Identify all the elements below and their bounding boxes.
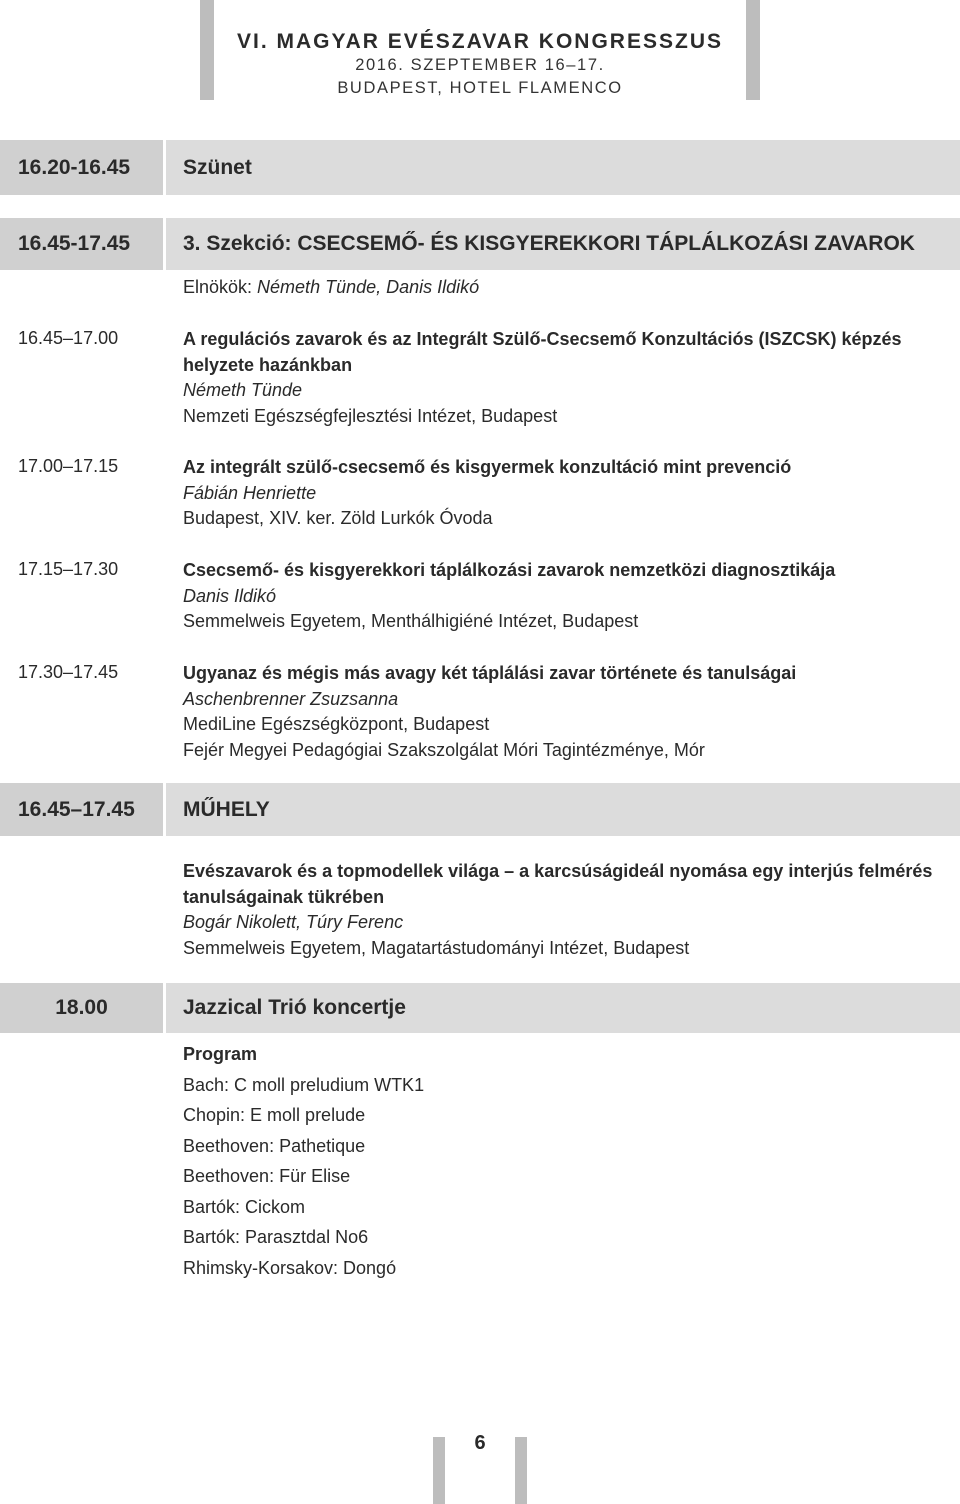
- break-time: 16.20-16.45: [18, 155, 131, 179]
- talk-time: 17.00–17.15: [18, 456, 119, 476]
- section-band: [0, 218, 960, 270]
- congress-location: BUDAPEST, HOTEL FLAMENCO: [337, 79, 623, 97]
- workshop-affiliation: Semmelweis Egyetem, Magatartástudományi Intézet, Budapest: [183, 937, 690, 958]
- program-item: Rhimsky-Korsakov: Dongó: [183, 1257, 397, 1278]
- congress-title: VI. MAGYAR EVÉSZAVAR KONGRESSZUS: [236, 30, 723, 53]
- talk-affiliation: Nemzeti Egészségfejlesztési Intézet, Budapest: [183, 405, 558, 426]
- talk-title: Ugyanaz és mégis más avagy két táplálási zavar története és tanulságai: [183, 663, 797, 683]
- workshop-title: Evészavarok és a topmodellek világa – a karcsúságideál nyomása egy interjús felmérés tanulságainak tükrében: [183, 861, 933, 907]
- concert-label: Jazzical Trió koncertje: [183, 996, 406, 1019]
- chairs-label: Elnökök:: [183, 277, 258, 297]
- talk-item: [183, 455, 953, 532]
- program-item: Beethoven: Für Elise: [183, 1166, 351, 1186]
- talk-item: [183, 558, 953, 635]
- header-bar-left: [200, 0, 214, 100]
- workshop-speaker: Bogár Nikolett, Túry Ferenc: [183, 912, 404, 932]
- workshop-item: [183, 859, 953, 961]
- talk-item: [183, 327, 953, 429]
- talk-affiliation: MediLine Egészségközpont, Budapest: [183, 714, 490, 734]
- talk-speaker: Fábián Henriette: [183, 482, 317, 503]
- congress-dates: 2016. SZEPTEMBER 16–17.: [355, 56, 605, 74]
- page-number: 6: [474, 1432, 486, 1454]
- header-bar-right: [746, 0, 760, 100]
- talk-time: 16.45–17.00: [18, 328, 119, 348]
- page-header: [214, 30, 746, 100]
- chairs-names: Németh Tünde, Danis Ildikó: [257, 277, 480, 297]
- talk-title: Az integrált szülő-csecsemő és kisgyermek konzultáció mint prevenció: [183, 457, 792, 477]
- program-item: Bartók: Cickom: [183, 1196, 306, 1217]
- talk-speaker: Németh Tünde: [183, 380, 303, 400]
- section-chairs: [183, 275, 953, 301]
- talk-speaker: Danis Ildikó: [183, 585, 277, 606]
- talk-time: 17.30–17.45: [18, 662, 119, 682]
- program-heading: Program: [183, 1044, 258, 1064]
- section-time: 16.45-17.45: [18, 232, 131, 255]
- program-item: Beethoven: Pathetique: [183, 1135, 366, 1156]
- concert-band: [0, 983, 960, 1033]
- workshop-time: 16.45–17.45: [18, 797, 135, 821]
- footer-bar-left: [433, 1437, 445, 1504]
- talk-speaker: Aschenbrenner Zsuzsanna: [183, 688, 399, 709]
- program-item: Bartók: Parasztdal No6: [183, 1227, 369, 1247]
- talk-affiliation-2: Fejér Megyei Pedagógiai Szakszolgálat Móri Tagintézménye, Mór: [183, 739, 705, 760]
- talk-title: Csecsemő- és kisgyerekkori táplálkozási zavarok nemzetközi diagnosztikája: [183, 560, 836, 580]
- program-item: Bach: C moll preludium WTK1: [183, 1074, 425, 1095]
- break-label: Szünet: [183, 155, 252, 179]
- talk-title: A regulációs zavarok és az Integrált Szülő-Csecsemő Konzultációs (ISZCSK) képzés helyzete hazánkban: [183, 329, 902, 375]
- talk-time: 17.15–17.30: [18, 559, 119, 579]
- workshop-band: [0, 783, 960, 836]
- talk-affiliation: Semmelweis Egyetem, Menthálhigiéné Intézet, Budapest: [183, 611, 639, 631]
- footer-bar-right: [515, 1437, 527, 1504]
- break-band: [0, 140, 960, 195]
- section-title: 3. Szekció: CSECSEMŐ- ÉS KISGYEREKKORI TÁPLÁLKOZÁSI ZAVAROK: [183, 232, 915, 255]
- talk-affiliation: Budapest, XIV. ker. Zöld Lurkók Óvoda: [183, 508, 493, 528]
- talk-item: [183, 661, 953, 763]
- workshop-label: MŰHELY: [183, 797, 270, 821]
- program-item: Chopin: E moll prelude: [183, 1105, 366, 1125]
- concert-program: [183, 1039, 953, 1283]
- concert-time: 18.00: [55, 996, 108, 1019]
